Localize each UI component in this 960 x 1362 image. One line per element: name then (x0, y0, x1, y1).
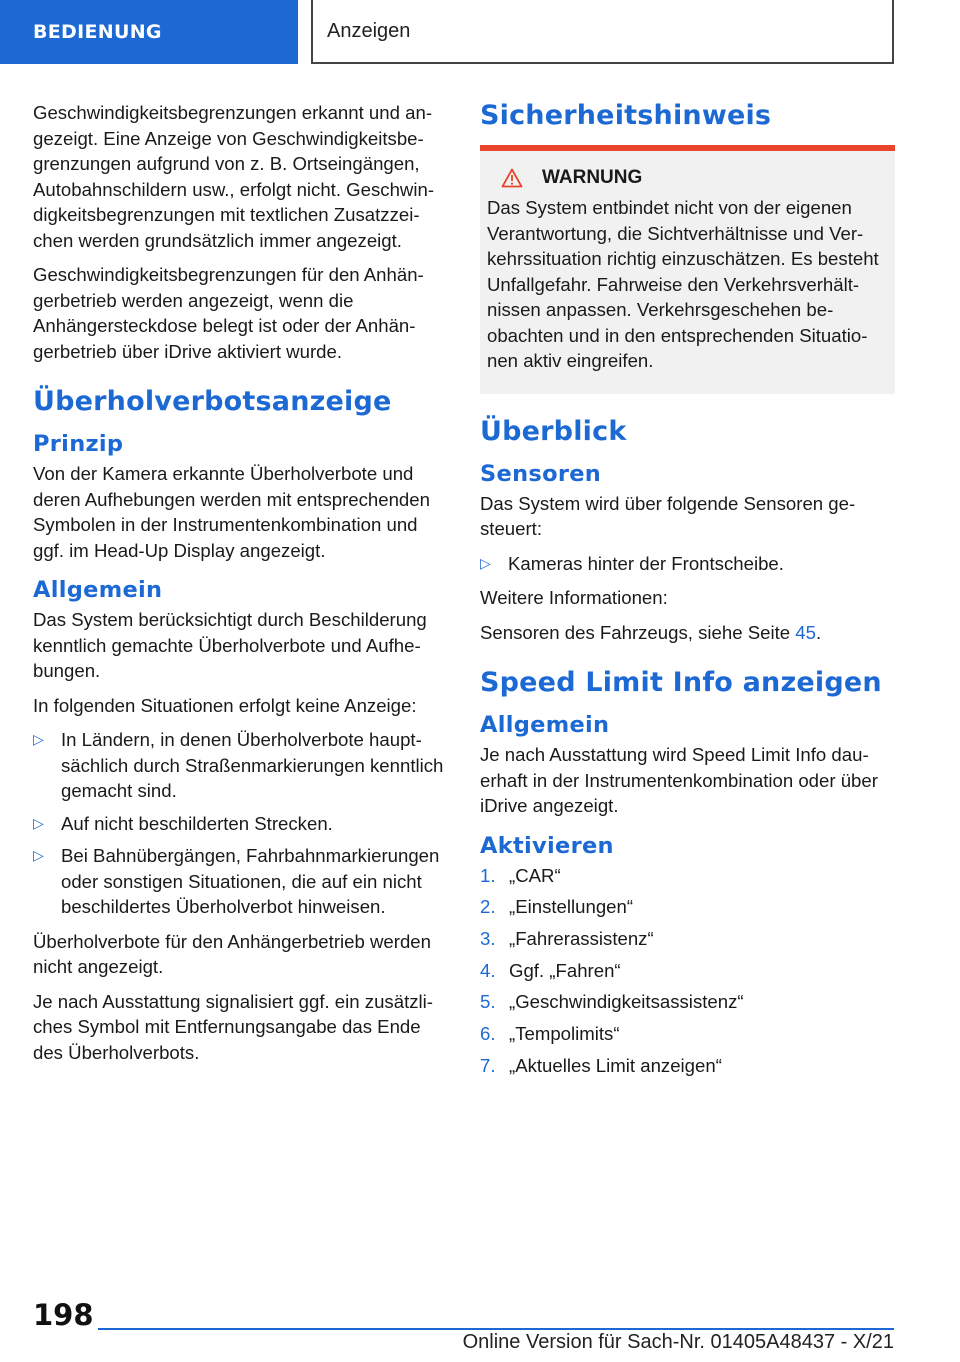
paragraph-reference: Sensoren des Fahrzeugs, siehe Seite 45. (480, 621, 822, 643)
triangle-bullet-icon: ▷ (33, 814, 44, 831)
activation-steps (480, 863, 895, 1079)
paragraph-trailer: Geschwindigkeitsbegrenzungen für den Anhängerbetrieb werden angezeigt, wenn die Anhängersteckdose belegt ist oder der Anhängerbetrieb über iDrive aktiviert wurde. (33, 264, 424, 362)
list-item: ▷ Auf nicht beschilderten Strecken. (33, 811, 448, 837)
heading-overview: Überblick (480, 415, 627, 447)
paragraph-speed-general: Je nach Ausstattung wird Speed Limit Info dauerhaft in der Instrumentenkombination oder über iDrive angezeigt. (480, 744, 878, 816)
subheading-general-speed: Allgemein (480, 712, 610, 738)
triangle-bullet-icon: ▷ (33, 731, 44, 747)
step-item: 7. „Aktuelles Limit anzeigen“ (480, 1054, 722, 1076)
footer-divider (98, 1328, 894, 1330)
subheading-sensors: Sensoren (480, 460, 602, 487)
step-item: 1. „CAR“ (480, 864, 561, 886)
heading-speed-limit: Speed Limit Info anzeigen (480, 667, 882, 698)
warning-title: WARNUNG (501, 167, 887, 189)
step-item: 6. „Tempolimits“ (480, 1022, 620, 1044)
step-item: 5. „Geschwindigkeitsassistenz“ (480, 991, 744, 1013)
step-item: 4. Ggf. „Fahren“ (480, 959, 621, 981)
triangle-bullet-icon: ▷ (33, 847, 44, 863)
sensors-list (480, 551, 895, 577)
paragraph-general: Das System berücksichtigt durch Beschilderung kenntlich gemachte Überholverbote und Aufhebungen. (33, 609, 427, 681)
online-version-note: Online Version für Sach-Nr. 01405A48437 - X/21 (462, 1331, 894, 1353)
section-tab (0, 0, 298, 64)
section-label: BEDIENUNG (33, 21, 162, 43)
paragraph-trailer-overtaking: Überholverbote für den Anhängerbetrieb werden nicht angezeigt. (33, 930, 431, 977)
page-reference-link[interactable]: 45 (795, 621, 816, 643)
page-number: 198 (33, 1298, 94, 1332)
paragraph-more-info: Weitere Informationen: (480, 587, 668, 608)
paragraph-principle: Von der Kamera erkannte Überholverbote und deren Aufhebungen werden mit entsprechenden Symbolen in der Instrumentenkombination und ggf. im Head-Up Display angezeigt. (33, 463, 430, 561)
chapter-label: Anzeigen (327, 19, 411, 42)
warning-text: Das System entbindet nicht von der eigenen Verantwortung, die Sichtverhältnisse und Verkehrssituation richtig einzuschätzen. Es besteht Unfallgefahr. Fahrweise den Verkehrsverhältnissen anpassen. Verkehrsgeschehen beobachten und in den entsprechenden Situationen aktiv eingreifen. (487, 197, 879, 371)
warning-triangle-icon (501, 168, 523, 188)
left-column (33, 100, 448, 1074)
list-item: ▷ Bei Bahnübergängen, Fahrbahnmarkierungen oder sonstigen Situationen, die auf ein nicht beschildertes Überholverbot hinweisen. (33, 845, 440, 917)
paragraph-situations: In folgenden Situationen erfolgt keine Anzeige: (33, 694, 417, 716)
subheading-activate: Aktivieren (480, 832, 614, 859)
heading-overtaking: Überholverbotsanzeige (33, 386, 392, 417)
subheading-principle: Prinzip (33, 431, 124, 457)
step-item: 3. „Fahrerassistenz“ (480, 927, 654, 949)
heading-safety: Sicherheitshinweis (480, 100, 772, 131)
warning-box (480, 151, 895, 394)
triangle-bullet-icon: ▷ (480, 554, 491, 571)
chapter-header (311, 0, 894, 64)
paragraph-sensors: Das System wird über folgende Sensoren gesteuert: (480, 492, 856, 539)
paragraph-recognition: Geschwindigkeitsbegrenzungen erkannt und angezeigt. Eine Anzeige von Geschwindigkeitsbegrenzungen aufgrund von z. B. Ortseingängen, Autobahnschildern usw., erfolgt nicht. Geschwindigkeitsbegrenzungen mit textlichen Zusatzzeichen werden grundsätzlich immer angezeigt. (33, 102, 435, 251)
paragraph-end-symbol: Je nach Ausstattung signalisiert ggf. ein zusätzliches Symbol mit Entfernungsangabe das Ende des Überholverbots. (33, 990, 433, 1063)
right-column (480, 100, 895, 1084)
list-item: ▷ Kameras hinter der Frontscheibe. (480, 551, 895, 577)
situations-list (33, 727, 448, 920)
list-item: ▷ In Ländern, in denen Überholverbote hauptsächlich durch Straßenmarkierungen kenntlich gemacht sind. (33, 729, 444, 801)
step-item: 2. „Einstellungen“ (480, 896, 634, 918)
subheading-general: Allgemein (33, 577, 163, 603)
